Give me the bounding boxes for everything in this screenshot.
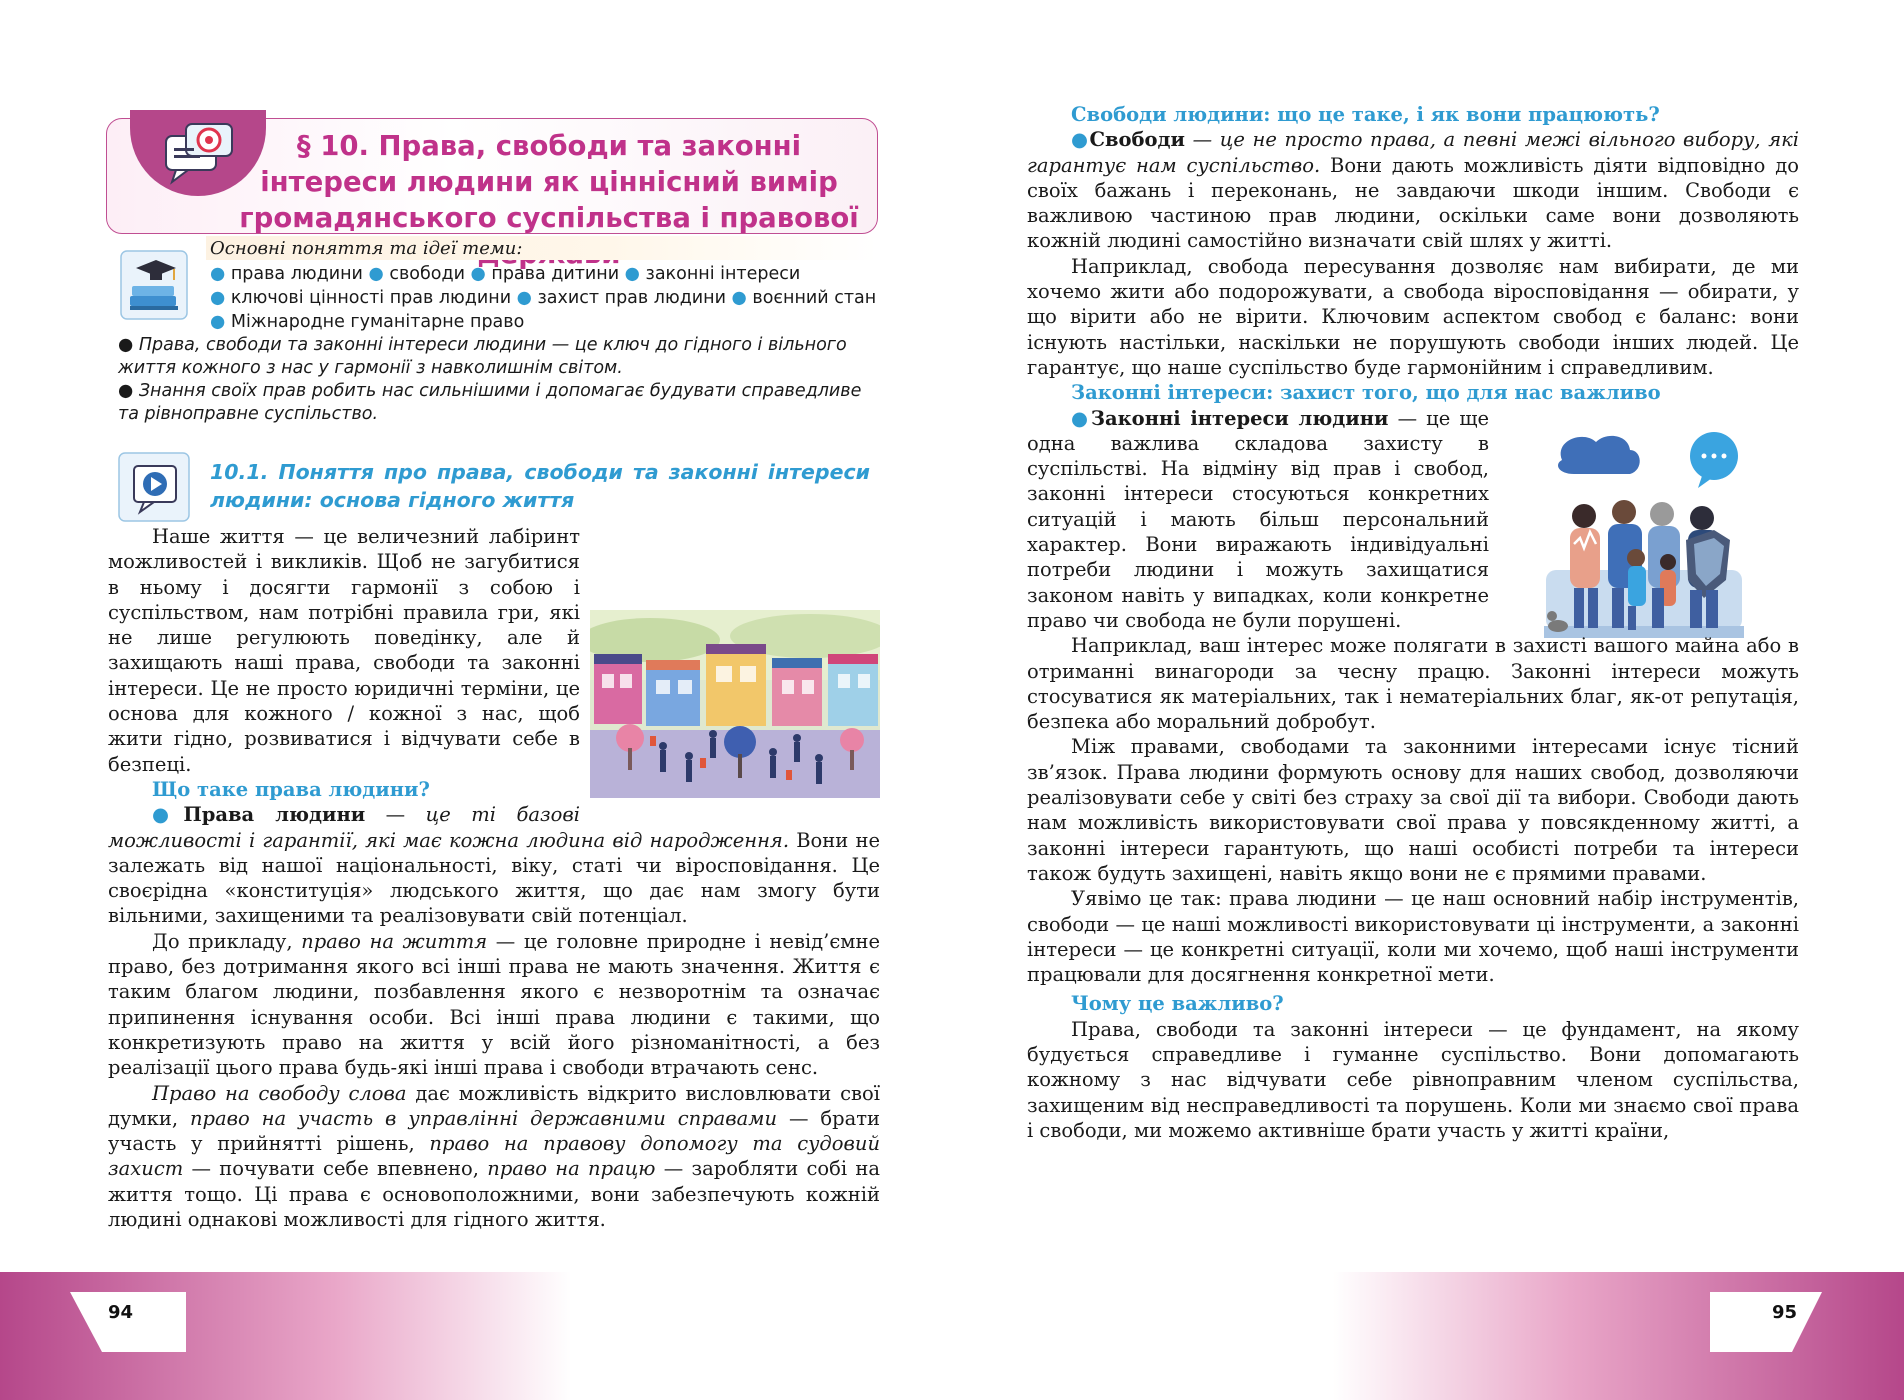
term-bold: Права людини [183,803,366,827]
concept-item: Міжнародне гуманітарне право [230,312,525,332]
term-italic: право на правову допомогу та судовий захист [108,1132,880,1181]
image-spacer [580,524,880,804]
speech-bubble-icon [160,120,240,190]
term-italic: право на життя [301,929,488,953]
term-italic: право на участь в управлінні державними справами [189,1106,778,1130]
text: — це головне природне і невід’ємне право, без дотримання якого всі інші права не мають значення. Життя є таким благом людини, позбавлення якого є незворотнім та означає припинення існування особи. Всі інші права людини є такими, що конкретизують право на життя у всій його різноманітності, а без реалізації цього права будь-які інші права і свободи втрачають сенс. [108,929,880,1080]
concept-item: законні інтереси [645,264,801,284]
concepts-line [210,262,876,286]
paragraph-other-rights [108,1081,880,1233]
paragraph-text: Вони не залежать від нашої національності, віку, статі чи віросповідання. Це своєрідна «конституція» людського життя, що дає нам змогу бути вільними, захищеними та реалізовувати свій потенціал. [108,828,881,928]
bullet-dot: ● [210,264,231,284]
right-page [952,0,1904,1400]
left-body [108,524,880,1232]
concepts-list [210,262,876,334]
bullet-dot: ● [210,288,231,308]
text: — заробляти собі на життя тощо. Ці права є основоположними, вони забезпечують кожній людині однакові можливості для гідного життя. [108,1157,880,1232]
term-bold: Законні інтереси людини [1090,406,1389,430]
concept-item: воєнний стан [752,288,877,308]
concepts-line [210,310,876,334]
paragraph-text: Вони дають можливість діяти відповідно до своїх бажань і переконань, не завдаючи шкоди іншим. Свободи є важливою частиною прав людини, оскільки саме вони дозволяють кожній людині самостійно визначати свій шлях у житті. [1027,153,1800,253]
paragraph-right-to-life [108,929,880,1081]
subheading-why-important: Чому це важливо? [1071,992,1284,1016]
text: До прикладу, [152,929,302,953]
paragraph-toolset-analogy: Уявімо це так: права людини — це наш основний набір інструментів, свободи — це наші можливості використовувати ці інструменти, а законні інтереси — це конкретні ситуації, коли ми хочемо, щоб наші інструменти працювали для досягнення конкретної мети. [1027,887,1799,987]
concept-item: права людини [230,264,369,284]
term-italic: право на працю [487,1157,656,1181]
bullet-dot: ● [731,288,753,308]
page-number-left: 94 [108,1302,134,1323]
paragraph-text: — це ще одна важлива складова захисту в суспільстві. На відміну від прав і свобод, законні інтереси стосуються конкретних ситуацій і мають більш персональний характер. Вони виражають індивідуальні потреби людини і можуть захищатися законом навіть у випадках, коли конкретне право чи свобода не були порушені. [1027,406,1489,632]
image-spacer [1489,406,1799,632]
term-bold: Свободи [1089,128,1185,152]
paragraph-relationship: Між правами, свободами та законними інтересами існує тісний зв’язок. Права людини формують основу для наших свобод, дозволяючи реалізовувати себе у світі без страху за свої дії та вибори. Свободи дають нам можливість використовувати свої права у повсякденному житті, а законні інтереси гарантують, що наші особисті потреби та інтереси також будуть захищені, навіть якщо вони не є прямими правами. [1027,735,1799,885]
chapter-title: § 10. Права, свободи та законні інтереси людини як ціннісний вимір громадянського суспільства і правової [239,130,859,234]
concept-item: права дитини [491,264,625,284]
section-title: 10.1. Поняття про права, свободи та законні інтереси людини: основа гідного життя [210,460,870,512]
subheading-legal-interests: Законні інтереси: захист того, що для нас важливо [1071,381,1661,405]
concepts-heading: Основні поняття та ідеї теми: [210,238,523,259]
key-idea-1: ● Права, свободи та законні інтереси людини — це ключ до гідного і вільного життя кожного з нас у гармонії з навколишнім світом. [118,335,847,378]
definition-italic: — це не просто права, а певні межі вільного вибору, які гарантує нам суспільство. [1027,128,1799,177]
subheading-human-rights: Що таке права людини? [152,777,430,801]
footer-band-right [952,1272,1904,1400]
text: — брати участь у прийнятті рішень, [108,1106,880,1156]
footer-band-left [0,1272,952,1400]
bullet-dot: ● [470,264,492,284]
bullet-dot: ● [516,288,538,308]
paragraph-freedoms-definition: ●Свободи — це не просто права, а певні межі вільного вибору, які гарантує нам суспільство. Вони дають можливість діяти відповідно до своїх бажань і переконань, не завдаючи шкоди іншим. Свободи є важливою частиною прав людини, оскільки саме вони дозволяють кожній людині самостійно визначати свій шлях у житті. [1027,128,1800,253]
term-italic: Право на свободу слова [152,1081,407,1105]
text: дає можливість відкрито висловлювати свої думки, [108,1081,880,1130]
bullet-dot: ● [210,312,231,332]
paragraph-why-important: Права, свободи та законні інтереси — це фундамент, на якому будується справедливе і гуманне суспільство. Вони допомагають кожному з нас відчувати себе рівноправним членом суспільства, захищеним від несправедливості та порушень. Коли ми знаємо свої права і свободи, ми можемо активніше брати участь у житті країни, [1027,1017,1799,1142]
books-graduation-icon [120,250,188,320]
key-idea-2: ● Знання своїх прав робить нас сильнішими і допомагає будувати справедливе та рівноправне суспільство. [118,381,862,424]
paragraph-legal-interests: ●Законні інтереси людини — це ще одна важлива складова захисту в суспільстві. На відміну від прав і свобод, законні інтереси стосуються конкретних ситуацій і мають більш персональний характер. Вони виражають індивідуальні потреби людини і можуть захищатися законом навіть у випадках, коли конкретне право чи свобода не були порушені. [1027,406,1489,632]
concept-item: свободи [389,264,471,284]
bullet-dot: ● [368,264,390,284]
paragraph-rights-definition: ●Права людини — це ті базові можливості і гарантії, які має кожна людина від народження. Вони не залежать від нашої національності, віку, статі чи віросповідання. Це своєрідна «конституція» людського життя, що дає нам змогу бути вільними, захищеними та реалізовувати свій потенціал. [108,803,881,928]
bullet-dot: ● [624,264,646,284]
dash: — [365,803,426,827]
paragraph-freedom-examples: Наприклад, свобода пересування дозволяє нам вибирати, де ми хочемо жити або подорожувати, а свобода віросповідання — обирати, у що вірити або не вірити. Ключовим аспектом свобод є баланс: вони існують настільки, наскільки не порушують свободи інших людей. Це гарантує, що наше суспільство буде гармонійним і справедливим. [1027,254,1799,379]
concept-item: ключові цінності прав людини [230,288,517,308]
concept-item: захист прав людини [537,288,732,308]
subheading-freedoms: Свободи людини: що це таке, і як вони працюють? [1071,103,1660,126]
text: — почувати себе впевнено, [183,1157,488,1181]
concepts-line [210,286,876,310]
page-number-right: 95 [1772,1302,1798,1323]
paragraph-text: Наше життя — це величезний лабіринт можливостей і викликів. Щоб не загубитися в ньому і досягти гармонії з собою і суспільством, нам потрібні правила гри, які не лише регулюють поведінку, але й захищають наші права, свободи та законні інтереси. Це не просто юридичні терміни, це основа для кожного / кожної з нас, щоб жити гідно, розвиватися і відчувати себе в безпеці. [108,525,580,776]
right-body [1027,102,1799,1143]
video-play-icon [118,452,190,522]
definition-italic: це ті базові можливості і гарантії, які має кожна людина від народження. [108,803,790,852]
paragraph-interest-example: Наприклад, ваш інтерес може полягати в захисті вашого майна або в отриманні винагороди за чесну працю. Законні інтереси можуть стосуватися як матеріальних, так і нематеріальних благ, як-от репутація, безпека або моральний добробут. [1027,634,1799,734]
